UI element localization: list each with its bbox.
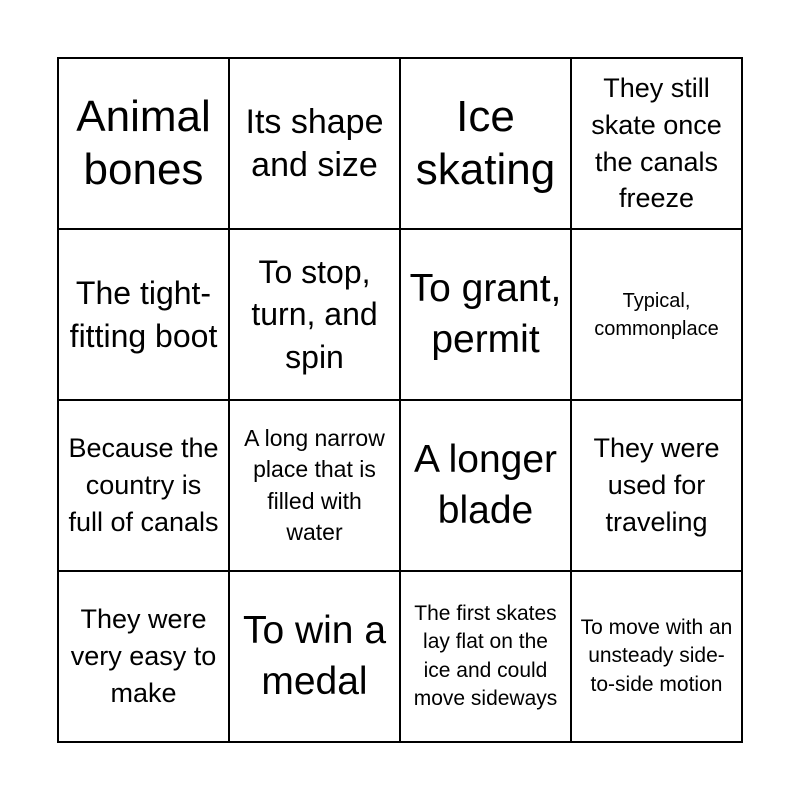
bingo-cell-r1c1[interactable]: Animal bones (58, 58, 229, 229)
bingo-cell-r4c2[interactable]: To win a medal (229, 571, 400, 742)
bingo-cell-r3c4[interactable]: They were used for traveling (571, 400, 742, 571)
bingo-board (57, 57, 743, 743)
bingo-cell-r2c2[interactable]: To stop, turn, and spin (229, 229, 400, 400)
bingo-cell-r1c3[interactable]: Ice skating (400, 58, 571, 229)
bingo-cell-r3c2[interactable]: A long narrow place that is filled with water (229, 400, 400, 571)
bingo-cell-r1c4[interactable]: They still skate once the canals freeze (571, 58, 742, 229)
bingo-cell-r1c2[interactable]: Its shape and size (229, 58, 400, 229)
bingo-cell-r2c3[interactable]: To grant, permit (400, 229, 571, 400)
bingo-cell-r2c1[interactable]: The tight-fitting boot (58, 229, 229, 400)
bingo-cell-r4c1[interactable]: They were very easy to make (58, 571, 229, 742)
bingo-cell-r2c4[interactable]: Typical, commonplace (571, 229, 742, 400)
bingo-cell-r3c3[interactable]: A longer blade (400, 400, 571, 571)
bingo-cell-r3c1[interactable]: Because the country is full of canals (58, 400, 229, 571)
bingo-cell-r4c3[interactable]: The first skates lay flat on the ice and could move sideways (400, 571, 571, 742)
bingo-cell-r4c4[interactable]: To move with an unsteady side-to-side motion (571, 571, 742, 742)
